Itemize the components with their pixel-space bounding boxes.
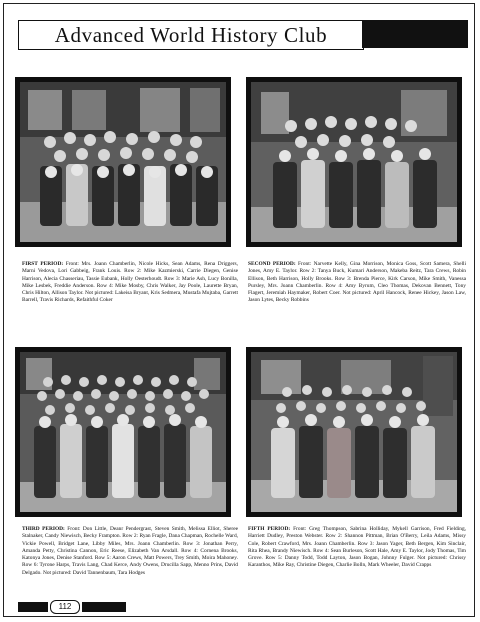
photo-first-period <box>15 77 231 247</box>
caption-first-period-text: Front: Mrs. Joann Chamberlin, Nicole Hicks, Sean Adams, Rena Driggers, Marni Vedova, Lori Gabbeig, Frank Louis. Row 2: Mike Kazmierski, Carrie Diegen, Genise Harrison, Alecia Chasseriau, Tassie Eubank, Holly Oesterhoudt. Row 3: Marie Ash, Lucy Bonilla, Mike Lesbek, Freddie Anderson. Row 4: Mike Mosby, Chris Walker, Jay Poole, Laurette Bryan, Chris Hilton, Allison Taylor. Not pictured: Lakeisa Bryant, Kris Sedmera, Mustafa Mujtaba, Garrett Barrell, Travis Richards, Refaithful Coker <box>22 261 238 304</box>
caption-third-period-lead: THIRD PERIOD: <box>22 526 65 532</box>
photo-third-period-image <box>20 352 226 512</box>
page-number: 112 <box>50 600 80 614</box>
caption-first-period-lead: FIRST PERIOD: <box>22 261 64 267</box>
caption-third-period-text: Front: Don Little, Deanr Pendergrast, Steven Smith, Melissa Elliot, Sheree Stalnaker, Candy Niewisch, Becky Frampton. Row 2: Ryan Fragle, Dana Chapman, Rochelle Ward, Vickie Powell, Bridget Lane, Libby Miles, Mrs. Joann Chamberlin. Row 3: Jonathan Perry, Amanda Petty, Christina Cannon, Eric Reese, Elizabeth Van Arsdall. Row 4: Cornena Brooks, Katonya Jones, Denise Stanford. Row 5: Aaron Crews, Matt Powers, Trey Smith, Moira Mahoney. Row 6: Tyrone Harps, Travis Lang, Chad Kerce, Andy Owens, Drucilla Sapp, Menno Prins, David Delgado. Not pictured: David Tannenbaum, Tara Hodges <box>22 526 239 576</box>
photo-first-period-image <box>20 82 226 242</box>
photo-second-period <box>246 77 462 247</box>
caption-fifth-period-text: Front: Greg Thompson, Sabrina Holliday, Mykell Garrison, Fred Fielding, Harriett Dudley, Preston Webster. Row 2: Shannon Pittman, Brian O'Berry, Leila Adams, Missy Cole, Robert Crawford, Mrs. Joann Chamberlin. Row 3: Jason Yager, Beth Bergen, Kim Sinclair, Rita Rhea, Brandy Niewisch. Row 4: Sean Burleson, Scott Hale, Amy E. Taylor, Jody Thomas, Tim Grove. Row 5: Danny Todd, Todd Layton, Jason Bogan, Johnny Fulger. Not pictured: Chrissy Karanthos, Mike Ray, Christine Diegen, Charlie Bolln, Mark Wheeler, David Crapps <box>248 526 466 569</box>
caption-second-period-text: Front: Narvette Kelly, Gina Morrison, Monica Goss, Scott Samera, Shelli Jones, Amy E. Taylor. Row 2: Tanya Buck, Kumari Anderson, Makeba Reitz, Tara Crews, Robin Ellison, Beth Harrison, Holly Brooks. Row 3: Brenda Pierce, Kirk Carson, Mike Smith, Vanessa Pursley, Mrs. Joann Chamberlin. Row 4: Amy Byrum, Cleo Thomas, Dekovan Bennett, Tony Flagert, Jeremiah Haymaker, Robert Coer. Not pictured: April Hancock, Renee Hickey, Jason Law, Jason Lytes, Becky Robbins <box>248 261 466 304</box>
caption-first-period <box>22 261 238 305</box>
footer-right-bar <box>82 602 126 612</box>
photo-fifth-period <box>246 347 462 517</box>
photo-third-period <box>15 347 231 517</box>
photo-fifth-period-image <box>251 352 457 512</box>
caption-second-period-lead: SECOND PERIOD: <box>248 261 296 267</box>
page-title: Advanced World History Club <box>54 22 328 47</box>
photo-second-period-image <box>251 82 457 242</box>
title-box <box>18 20 364 50</box>
caption-second-period <box>248 261 466 305</box>
caption-third-period <box>22 526 238 577</box>
caption-fifth-period <box>248 526 466 570</box>
footer-left-bar <box>18 602 48 612</box>
yearbook-page <box>3 3 475 617</box>
caption-fifth-period-lead: FIFTH PERIOD: <box>248 526 291 532</box>
title-decorative-bar <box>362 20 468 48</box>
